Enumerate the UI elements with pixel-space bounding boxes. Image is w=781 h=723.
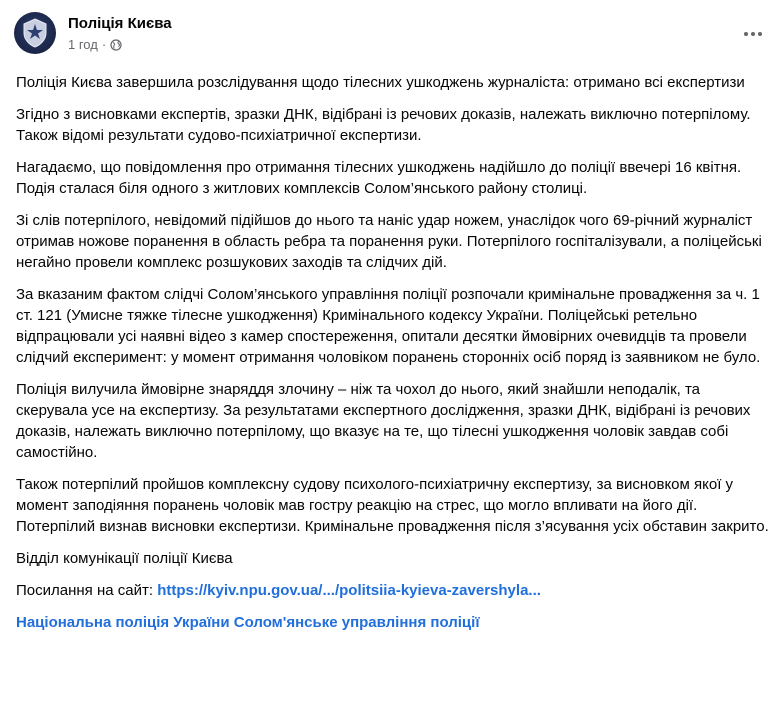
tag-national-police[interactable]: Національна поліція України: [16, 614, 230, 631]
post-signature: Відділ комунікації поліції Києва: [16, 550, 233, 567]
police-badge-icon[interactable]: [14, 12, 56, 54]
post-paragraph: Нагадаємо, що повідомлення про отримання тілесних ушкоджень надійшло до поліції ввечері 16 квітня. Подія сталася біля одного з житлових комплексів Солом’янського району столиці.: [16, 159, 742, 197]
post-paragraph: Поліція вилучила ймовірне знаряддя злочину – ніж та чохол до нього, який знайшли неподалік, та скерувала усе на експертизу. За результатами експертного дослідження, зразки ДНК, відібрані із речових доказів, належать виключно потерпілому, що вказує на те, що тілесні ушкодження чоловік завдав собі самостійно.: [16, 381, 751, 461]
post-header: [14, 12, 172, 54]
post-paragraph: За вказаним фактом слідчі Солом’янського управління поліції розпочали кримінальне провадження за ч. 1 ст. 121 (Умисне тяжке тілесне ушкодження) Кримінального кодексу України. Поліцейські ретельно відпрацювали усі наявні відео з камер спостереження, опитали десятки ймовірних очевидців та провели слідчий експеримент: у момент отримання чоловіком поранень сторонніх осіб поряд із заявником не було.: [16, 286, 761, 366]
post-meta: [68, 36, 172, 53]
page-name[interactable]: Поліція Києва: [68, 15, 172, 32]
post-paragraph: Згідно з висновками експертів, зразки ДНК, відібрані із речових доказів, належать виключно потерпілому. Також відомі результати судово-психіатричної експертизи.: [16, 106, 751, 144]
post-timestamp[interactable]: 1 год: [68, 37, 98, 52]
post-tags: [16, 612, 771, 633]
post-paragraph: Поліція Києва завершила розслідування щодо тілесних ушкоджень журналіста: отримано всі експертизи: [16, 74, 745, 91]
meta-separator: ·: [101, 37, 107, 52]
source-link-line: [16, 580, 771, 601]
tag-solomianske-police[interactable]: Солом'янське управління поліції: [233, 614, 480, 631]
post-body: [16, 72, 771, 644]
post-paragraph: Також потерпілий пройшов комплексну судову психолого-психіатричну експертизу, за висновком якої у момент заподіяння поранень чоловік мав гостру реакцію на стрес, що могло впливати на його дії. Потерпілий визнав висновки експертизи. Кримінальне провадження після з’ясування усіх обставин закрито.: [16, 476, 769, 535]
globe-icon: [110, 39, 122, 51]
more-options-icon[interactable]: [737, 20, 769, 48]
post-paragraph: Зі слів потерпілого, невідомий підійшов до нього та наніс удар ножем, унаслідок чого 69-річний журналіст отримав ножове поранення в область ребра та поранення руки. Потерпілого госпіталізували, а поліцейські негайно провели комплекс розшукових заходів та слідчих дій.: [16, 212, 762, 271]
source-link-label: Посилання на сайт:: [16, 582, 158, 599]
source-link[interactable]: https://kyiv.npu.gov.ua/.../politsiia-kyieva-zavershyla...: [157, 582, 541, 599]
